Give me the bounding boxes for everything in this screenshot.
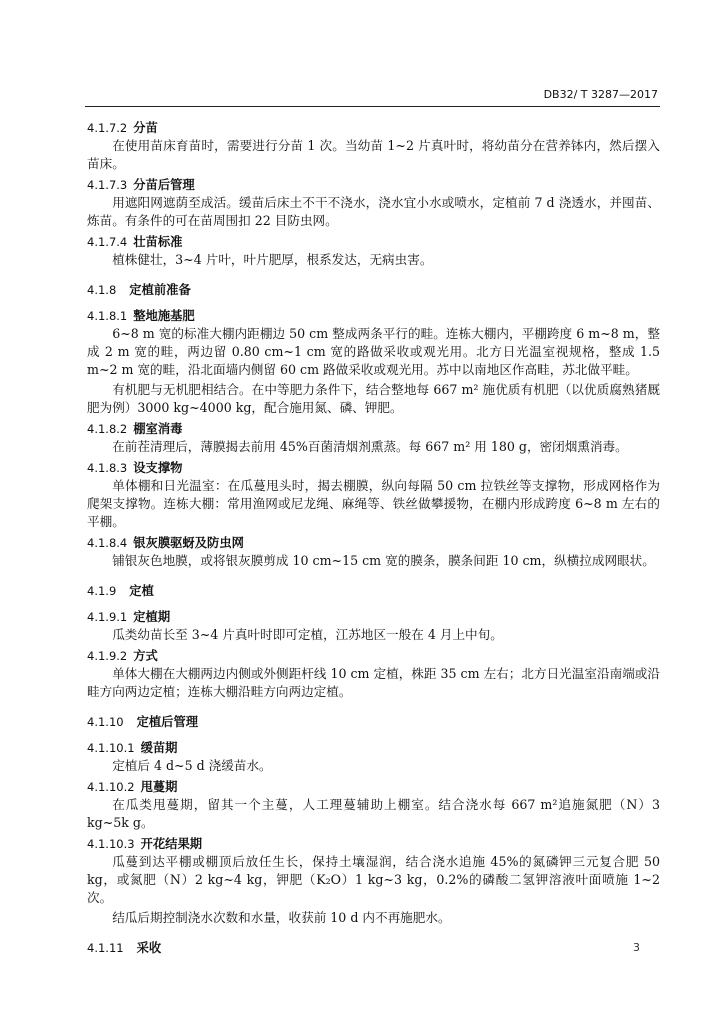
paragraph: 瓜类幼苗长至 3~4 片真叶时即可定植，江苏地区一般在 4 月上中旬。 xyxy=(112,627,503,642)
section-heading-4-1-8 xyxy=(87,281,660,299)
document-code: DB32/ T 3287—2017 xyxy=(543,88,658,101)
section-heading-4-1-9-2 xyxy=(87,647,660,665)
paragraph: 有机肥与无机肥相结合。在中等肥力条件下，结合整地每 667 m² 施优质有机肥（以优质腐熟猪厩肥为例）3000 kg~4000 kg，配合施用氮、磷、钾肥。 xyxy=(87,382,660,415)
document-body xyxy=(87,119,660,965)
section-title: 缓苗期 xyxy=(140,741,178,755)
paragraph: 定植后 4 d~5 d 浇缓苗水。 xyxy=(112,758,272,773)
paragraph: 在前茬清理后，薄膜揭去前用 45%百菌清烟剂熏蒸。每 667 m² 用 180 g，密闭烟熏消毒。 xyxy=(112,439,628,454)
section-number: 4.1.8.3 xyxy=(87,461,128,475)
section-heading-4-1-10 xyxy=(87,713,660,731)
section-title: 分苗 xyxy=(133,121,158,135)
section-number: 4.1.11 xyxy=(87,941,124,955)
section-number: 4.1.10.3 xyxy=(87,837,135,851)
paragraph: 在使用苗床育苗时，需要进行分苗 1 次。当幼苗 1~2 片真叶时，将幼苗分在营养钵内，然后摆入苗床。 xyxy=(87,138,660,171)
section-heading-4-1-7-3 xyxy=(87,176,660,194)
section-title: 整地施基肥 xyxy=(133,309,195,323)
paragraph: 单体棚和日光温室：在瓜蔓甩头时，揭去棚膜，纵向每隔 50 cm 拉铁丝等支撑物，形成网格作为爬架支撑物。连栋大棚：常用渔网或尼龙绳、麻绳等、铁丝做攀援物，在棚内形成跨度 6~8 m 左右的平棚。 xyxy=(87,478,660,529)
section-number: 4.1.7.2 xyxy=(87,121,128,135)
page-number: 3 xyxy=(633,941,640,954)
section-number: 4.1.10.2 xyxy=(87,780,135,794)
section-title: 定植后管理 xyxy=(136,715,199,729)
section-number: 4.1.9.1 xyxy=(87,610,128,624)
section-title: 采收 xyxy=(136,941,162,955)
section-heading-4-1-8-3 xyxy=(87,459,660,477)
section-heading-4-1-7-4 xyxy=(87,233,660,251)
section-number: 4.1.10 xyxy=(87,715,124,729)
paragraph: 6~8 m 宽的标准大棚内距棚边 50 cm 整成两条平行的畦。连栋大棚内，平棚跨度 6 m~8 m，整成 2 m 宽的畦，两边留 0.80 cm~1 cm 宽的路做采收或观光用。北方日光温室视规格，整成 1.5 m~2 m 宽的畦，沿北面墙内侧留 60 cm 路做采收或观光用。苏中以南地区作高畦，苏北做平畦。 xyxy=(87,326,660,377)
section-heading-4-1-9 xyxy=(87,582,660,600)
section-heading-4-1-11 xyxy=(87,939,660,957)
section-heading-4-1-10-2 xyxy=(87,778,660,796)
section-number: 4.1.8.1 xyxy=(87,309,128,323)
paragraph: 在瓜类甩蔓期，留其一个主蔓，人工理蔓辅助上棚室。结合浇水每 667 m²追施氮肥（N）3 kg~5k g。 xyxy=(87,797,660,830)
header-divider xyxy=(85,106,660,107)
section-title: 定植 xyxy=(129,584,154,598)
paragraph: 铺银灰色地膜，或将银灰膜剪成 10 cm~15 cm 宽的膜条，膜条间距 10 cm，纵横拉成网眼状。 xyxy=(112,553,655,568)
section-number: 4.1.7.4 xyxy=(87,235,128,249)
section-title: 设支撑物 xyxy=(133,461,183,475)
section-title: 开花结果期 xyxy=(140,837,203,851)
section-title: 方式 xyxy=(133,649,158,663)
section-title: 壮苗标准 xyxy=(133,235,183,249)
paragraph: 植株健壮，3~4 片叶，叶片肥厚，根系发达，无病虫害。 xyxy=(112,252,433,267)
section-number: 4.1.7.3 xyxy=(87,178,128,192)
section-heading-4-1-10-1 xyxy=(87,739,660,757)
section-number: 4.1.9 xyxy=(87,584,117,598)
section-heading-4-1-9-1 xyxy=(87,608,660,626)
section-title: 定植期 xyxy=(133,610,171,624)
section-number: 4.1.9.2 xyxy=(87,649,128,663)
section-heading-4-1-8-4 xyxy=(87,534,660,552)
section-title: 甩蔓期 xyxy=(140,780,178,794)
section-title: 定植前准备 xyxy=(129,283,191,297)
section-title: 棚室消毒 xyxy=(133,422,183,436)
section-number: 4.1.8.4 xyxy=(87,536,128,550)
section-title: 银灰膜驱蚜及防虫网 xyxy=(133,536,244,550)
section-heading-4-1-10-3 xyxy=(87,835,660,853)
section-title: 分苗后管理 xyxy=(133,178,195,192)
section-heading-4-1-8-2 xyxy=(87,420,660,438)
paragraph: 单体大棚在大棚两边内侧或外侧距杆线 10 cm 定植，株距 35 cm 左右；北方日光温室沿南端或沿畦方向两边定植；连栋大棚沿畦方向两边定植。 xyxy=(87,666,660,699)
section-heading-4-1-7-2 xyxy=(87,119,660,137)
section-heading-4-1-8-1 xyxy=(87,307,660,325)
section-number: 4.1.8.2 xyxy=(87,422,128,436)
paragraph: 结瓜后期控制浇水次数和水量，收获前 10 d 内不再施肥水。 xyxy=(112,910,451,925)
paragraph: 瓜蔓到达平棚或棚顶后放任生长，保持土壤湿润，结合浇水追施 45%的氮磷钾三元复合肥 50 kg，或氮肥（N）2 kg~4 kg，钾肥（K₂O）1 kg~3 kg，0.2%的磷酸二氢钾溶液叶面喷施 1~2 次。 xyxy=(87,854,660,905)
section-number: 4.1.10.1 xyxy=(87,741,135,755)
section-number: 4.1.8 xyxy=(87,283,117,297)
paragraph: 用遮阳网遮荫至成活。缓苗后床土不干不浇水，浇水宜小水或喷水，定植前 7 d 浇透水，并囤苗、炼苗。有条件的可在苗周围扣 22 目防虫网。 xyxy=(87,195,660,228)
